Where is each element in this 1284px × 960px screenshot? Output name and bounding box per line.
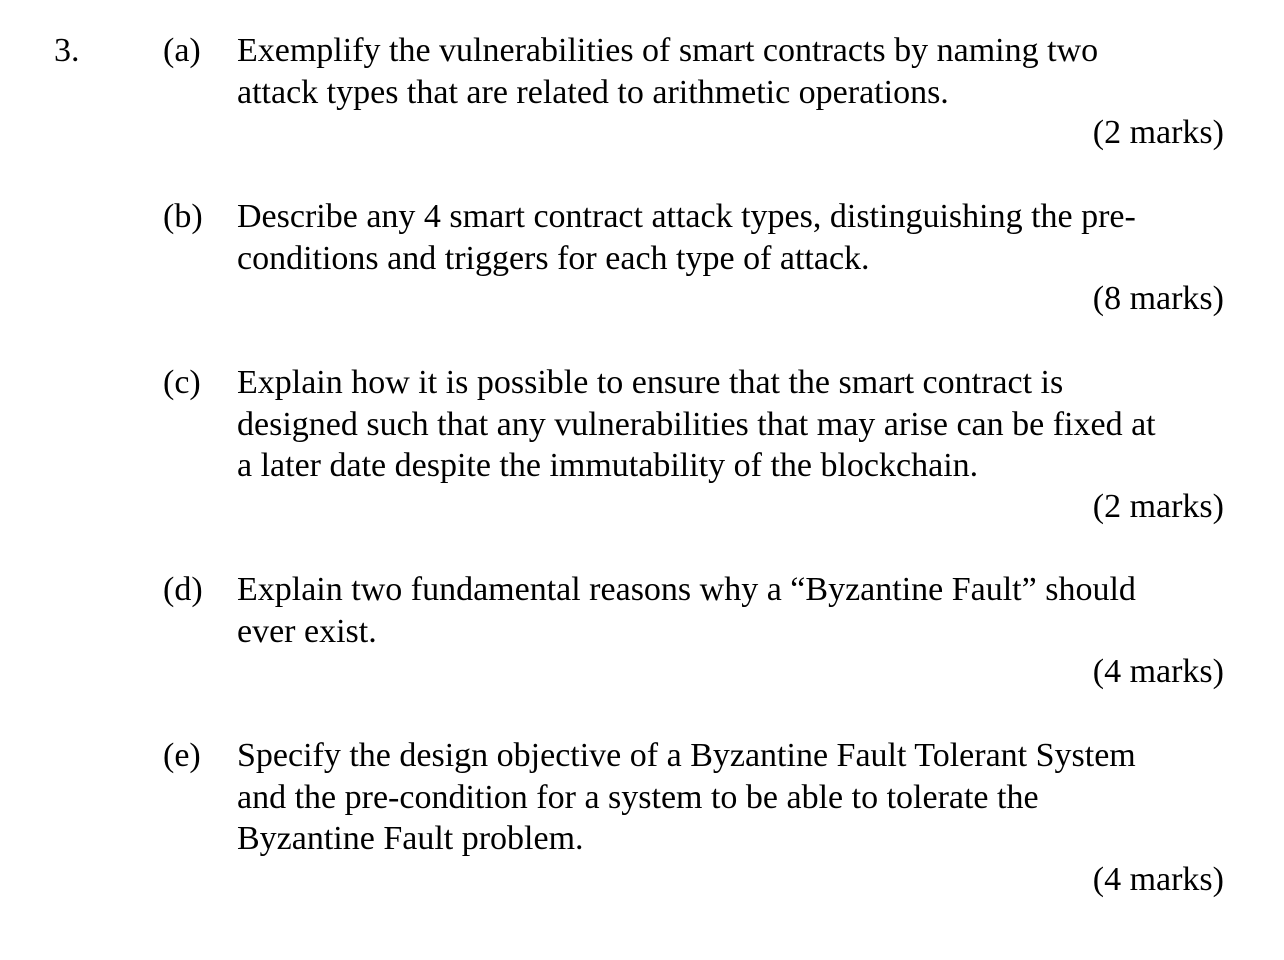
part-label: (c): [163, 364, 201, 401]
text-line: ever exist.: [237, 612, 377, 650]
marks-allocation: (2 marks): [1092, 488, 1224, 525]
part-text: [237, 735, 1227, 860]
text-line: Exemplify the vulnerabilities of smart contracts by naming two: [237, 32, 1099, 69]
text-line: designed such that any vulnerabilities that may arise can be fixed at: [237, 405, 1156, 443]
part-label: (b): [163, 198, 203, 235]
part-text: [237, 362, 1227, 487]
text-line: Byzantine Fault problem.: [237, 820, 584, 857]
question-part-d: [163, 569, 1233, 699]
part-text: [237, 30, 1227, 113]
part-label: (e): [163, 737, 201, 774]
marks-allocation: (2 marks): [1092, 114, 1224, 151]
question-part-b: [163, 196, 1233, 326]
text-line: attack types that are related to arithmetic operations.: [237, 73, 949, 111]
text-line: conditions and triggers for each type of attack.: [237, 239, 870, 277]
part-label: (a): [163, 32, 201, 69]
question-part-a: [163, 30, 1233, 160]
part-text: [237, 196, 1227, 279]
text-line: Specify the design objective of a Byzantine Fault Tolerant System: [237, 737, 1136, 774]
question-number: 3.: [54, 32, 80, 69]
question-part-c: [163, 362, 1233, 532]
text-line: Describe any 4 smart contract attack types, distinguishing the pre-: [237, 198, 1136, 235]
marks-allocation: (4 marks): [1092, 861, 1224, 898]
text-line: and the pre-condition for a system to be able to tolerate the: [237, 778, 1039, 816]
marks-allocation: (4 marks): [1092, 653, 1224, 690]
question-part-e: [163, 735, 1233, 905]
part-text: [237, 569, 1227, 652]
text-line: Explain how it is possible to ensure that the smart contract is: [237, 364, 1064, 401]
part-label: (d): [163, 571, 203, 608]
marks-allocation: (8 marks): [1092, 280, 1224, 317]
text-line: a later date despite the immutability of the blockchain.: [237, 447, 979, 484]
text-line: Explain two fundamental reasons why a “Byzantine Fault” should: [237, 571, 1136, 608]
